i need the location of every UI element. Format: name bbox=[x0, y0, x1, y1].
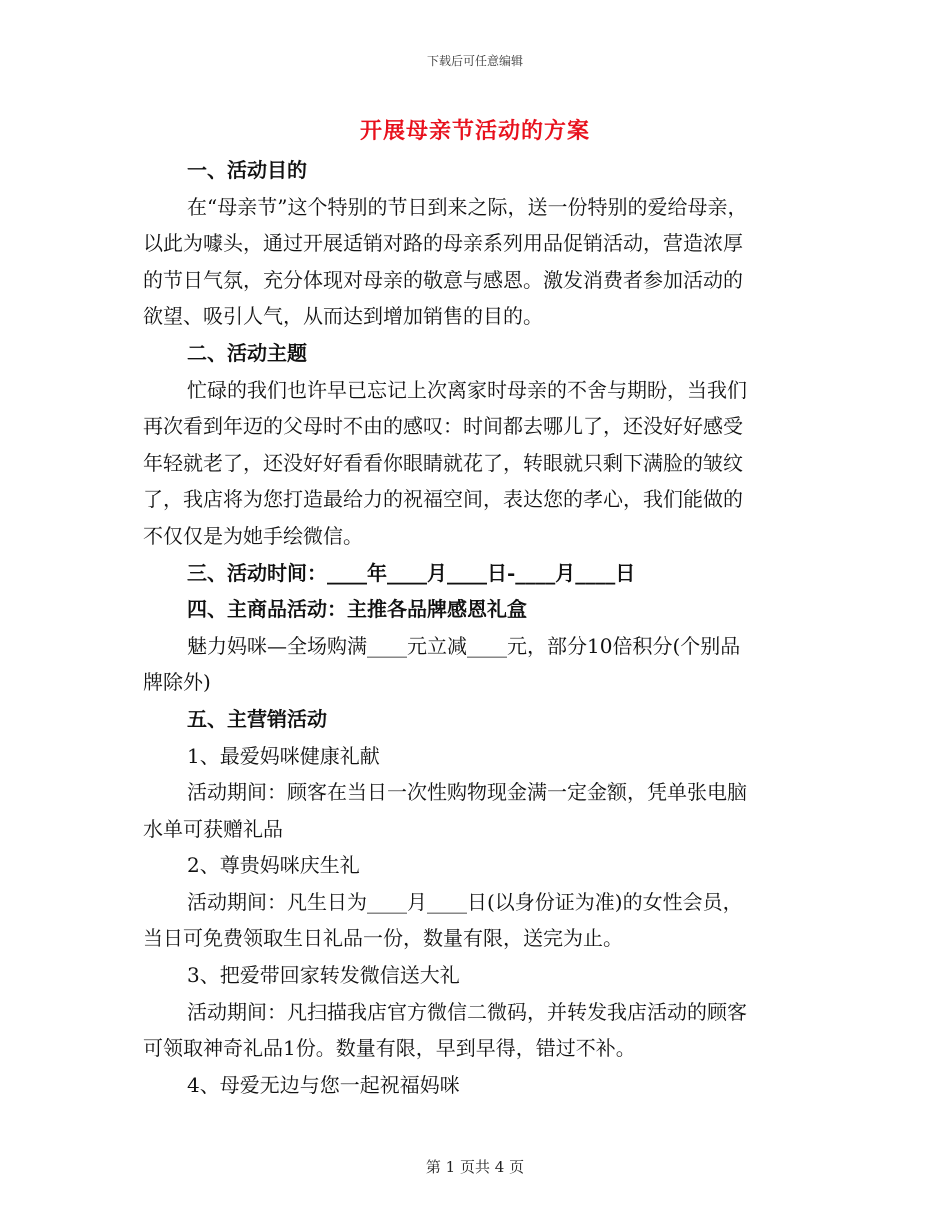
paragraph-line: 活动期间：凡生日为____月____日(以身份证为准)的女性会员， bbox=[187, 889, 743, 914]
paragraph-line: 忙碌的我们也许早已忘记上次离家时母亲的不舍与期盼，当我们 bbox=[187, 377, 747, 402]
paragraph-line: 当日可免费领取生日礼品一份，数量有限，送完为止。 bbox=[143, 926, 623, 951]
paragraph-line: 在“母亲节”这个特别的节日到来之际，送一份特别的爱给母亲， bbox=[187, 194, 748, 219]
paragraph-line: 了，我店将为您打造最给力的祝福空间，表达您的孝心，我们能做的 bbox=[143, 487, 743, 512]
paragraph-line: 以此为噱头，通过开展适销对路的母亲系列用品促销活动，营造浓厚 bbox=[143, 231, 743, 256]
section-heading: 二、活动主题 bbox=[187, 340, 307, 365]
section-heading: 一、活动目的 bbox=[187, 158, 307, 182]
paragraph-line: 可领取神奇礼品1份。数量有限，早到早得，错过不补。 bbox=[143, 1036, 636, 1061]
section-heading: 五、主营销活动 bbox=[187, 706, 327, 731]
page-header-note: 下载后可任意编辑 bbox=[426, 54, 523, 68]
paragraph-line: 不仅仅是为她手绘微信。 bbox=[143, 523, 363, 548]
paragraph-line: 欲望、吸引人气，从而达到增加销售的目的。 bbox=[143, 304, 543, 329]
document-body bbox=[143, 152, 807, 1103]
paragraph-line: 1、最爱妈咪健康礼献 bbox=[187, 743, 380, 768]
section-heading: 四、主商品活动：主推各品牌感恩礼盒 bbox=[187, 597, 527, 622]
paragraph-line: 4、母爱无边与您一起祝福妈咪 bbox=[187, 1072, 460, 1097]
paragraph-line: 活动期间：顾客在当日一次性购物现金满一定金额，凭单张电脑 bbox=[187, 780, 747, 805]
paragraph-line: 年轻就老了，还没好好看看你眼睛就花了，转眼就只剩下满脸的皱纹 bbox=[143, 450, 743, 475]
document-title: 开展母亲节活动的方案 bbox=[359, 118, 590, 144]
paragraph-line: 水单可获赠礼品 bbox=[143, 816, 283, 841]
paragraph-line: 的节日气氛，充分体现对母亲的敬意与感恩。激发消费者参加活动的 bbox=[143, 267, 743, 292]
paragraph-line: 再次看到年迈的父母时不由的感叹：时间都去哪儿了，还没好好感受 bbox=[143, 414, 743, 439]
paragraph-line: 牌除外) bbox=[143, 670, 211, 695]
paragraph-line: 2、尊贵妈咪庆生礼 bbox=[187, 853, 360, 878]
paragraph-line: 活动期间：凡扫描我店官方微信二微码，并转发我店活动的顾客 bbox=[187, 999, 747, 1024]
section-heading: 三、活动时间：____年____月____日-____月____日 bbox=[187, 560, 636, 585]
paragraph-line: 3、把爱带回家转发微信送大礼 bbox=[187, 963, 460, 988]
paragraph-line: 魅力妈咪—全场购满____元立减____元，部分10倍积分(个别品 bbox=[187, 633, 741, 658]
page-footer: 第 1 页共 4 页 bbox=[425, 1158, 525, 1176]
